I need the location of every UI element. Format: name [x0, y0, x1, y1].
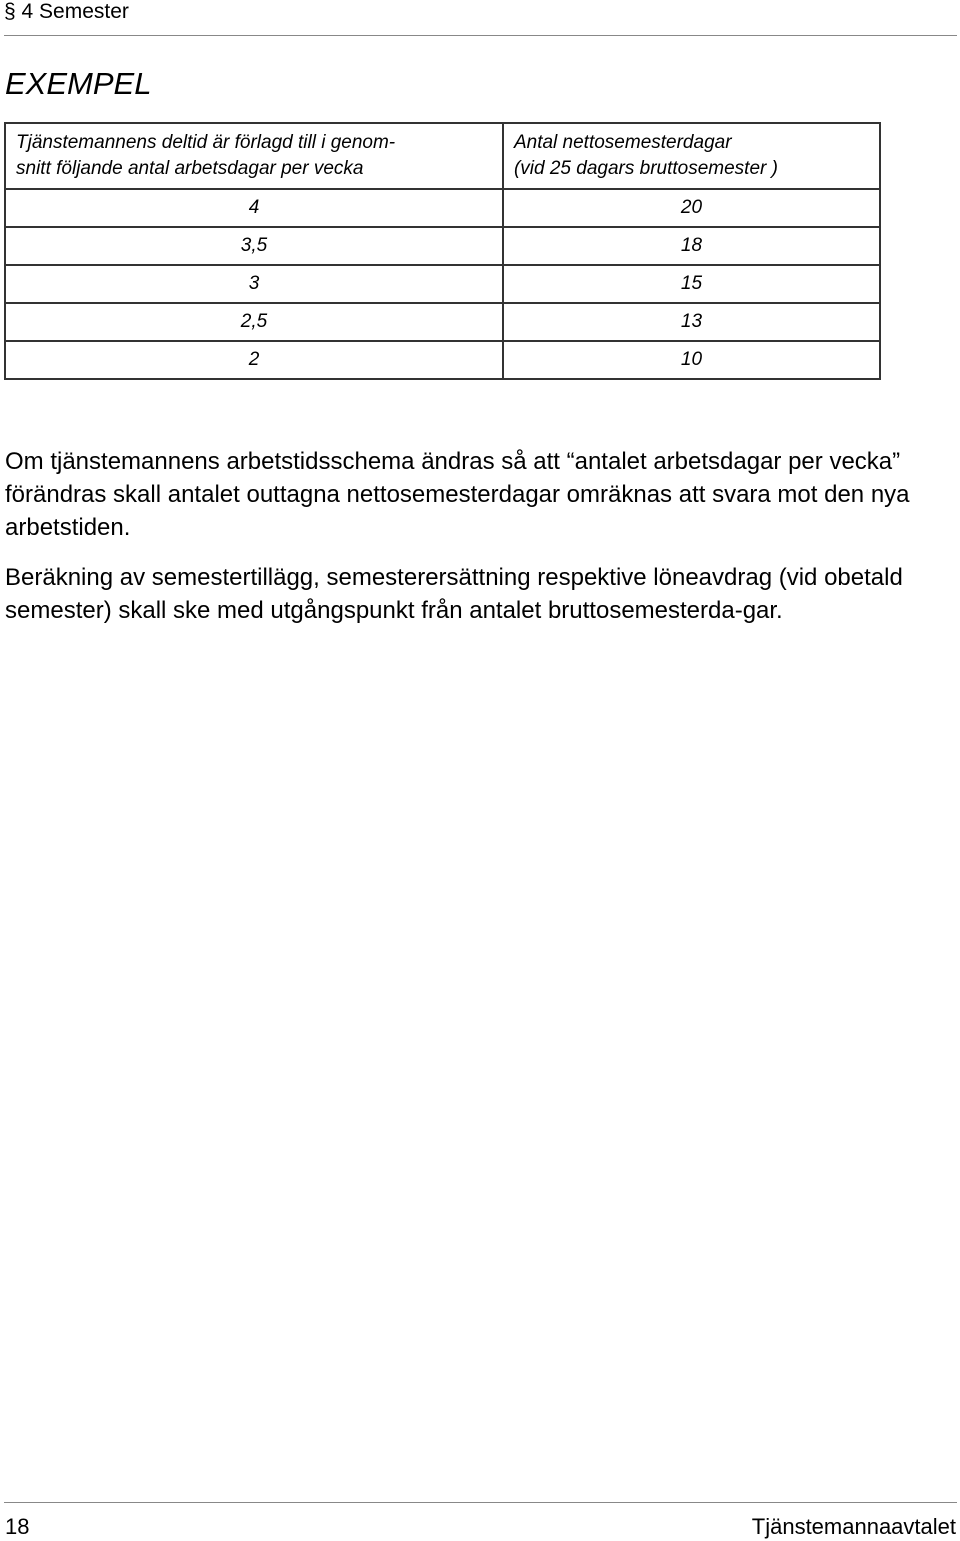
section-header: § 4 Semester: [4, 0, 129, 23]
header-left-line-1: Tjänstemannens deltid är förlagd till i genom-: [16, 132, 396, 153]
header-days-per-week: [5, 123, 503, 189]
footer-divider: [4, 1502, 957, 1503]
header-right-line-2: (vid 25 dagars bruttosemester ): [513, 158, 778, 179]
paragraph-schedule-change: Om tjänstemannens arbetstidsschema ändras så att “antalet arbetsdagar per vecka” förändras skall antalet outtagna nettosemesterdagar omräknas att svara mot den nya arbetstiden.: [5, 448, 910, 541]
table-row: [5, 341, 880, 379]
cell-days-per-week: 2,5: [5, 303, 503, 341]
header-divider: [4, 35, 957, 36]
document-name: Tjänstemannaavtalet: [751, 1514, 956, 1539]
table-row: [5, 265, 880, 303]
example-heading: EXEMPEL: [5, 66, 152, 101]
cell-days-per-week: 4: [5, 189, 503, 227]
header-left-line-2: snitt följande antal arbetsdagar per vecka: [16, 158, 364, 179]
cell-net-days: 20: [503, 189, 880, 227]
paragraph-calculation: Beräkning av semestertillägg, semesterersättning respektive löneavdrag (vid obetald semester) skall ske med utgångspunkt från antalet bruttosemesterda-gar.: [5, 564, 903, 624]
cell-net-days: 13: [503, 303, 880, 341]
cell-net-days: 15: [503, 265, 880, 303]
cell-days-per-week: 3,5: [5, 227, 503, 265]
cell-days-per-week: 3: [5, 265, 503, 303]
table-header-row: [5, 123, 880, 189]
cell-days-per-week: 2: [5, 341, 503, 379]
table-row: [5, 303, 880, 341]
cell-net-days: 10: [503, 341, 880, 379]
table-row: [5, 189, 880, 227]
header-right-line-1: Antal nettosemesterdagar: [513, 132, 732, 153]
header-net-vacation-days: [503, 123, 880, 189]
page-number: 18: [5, 1514, 30, 1539]
table-row: [5, 227, 880, 265]
cell-net-days: 18: [503, 227, 880, 265]
example-table: [4, 122, 881, 380]
